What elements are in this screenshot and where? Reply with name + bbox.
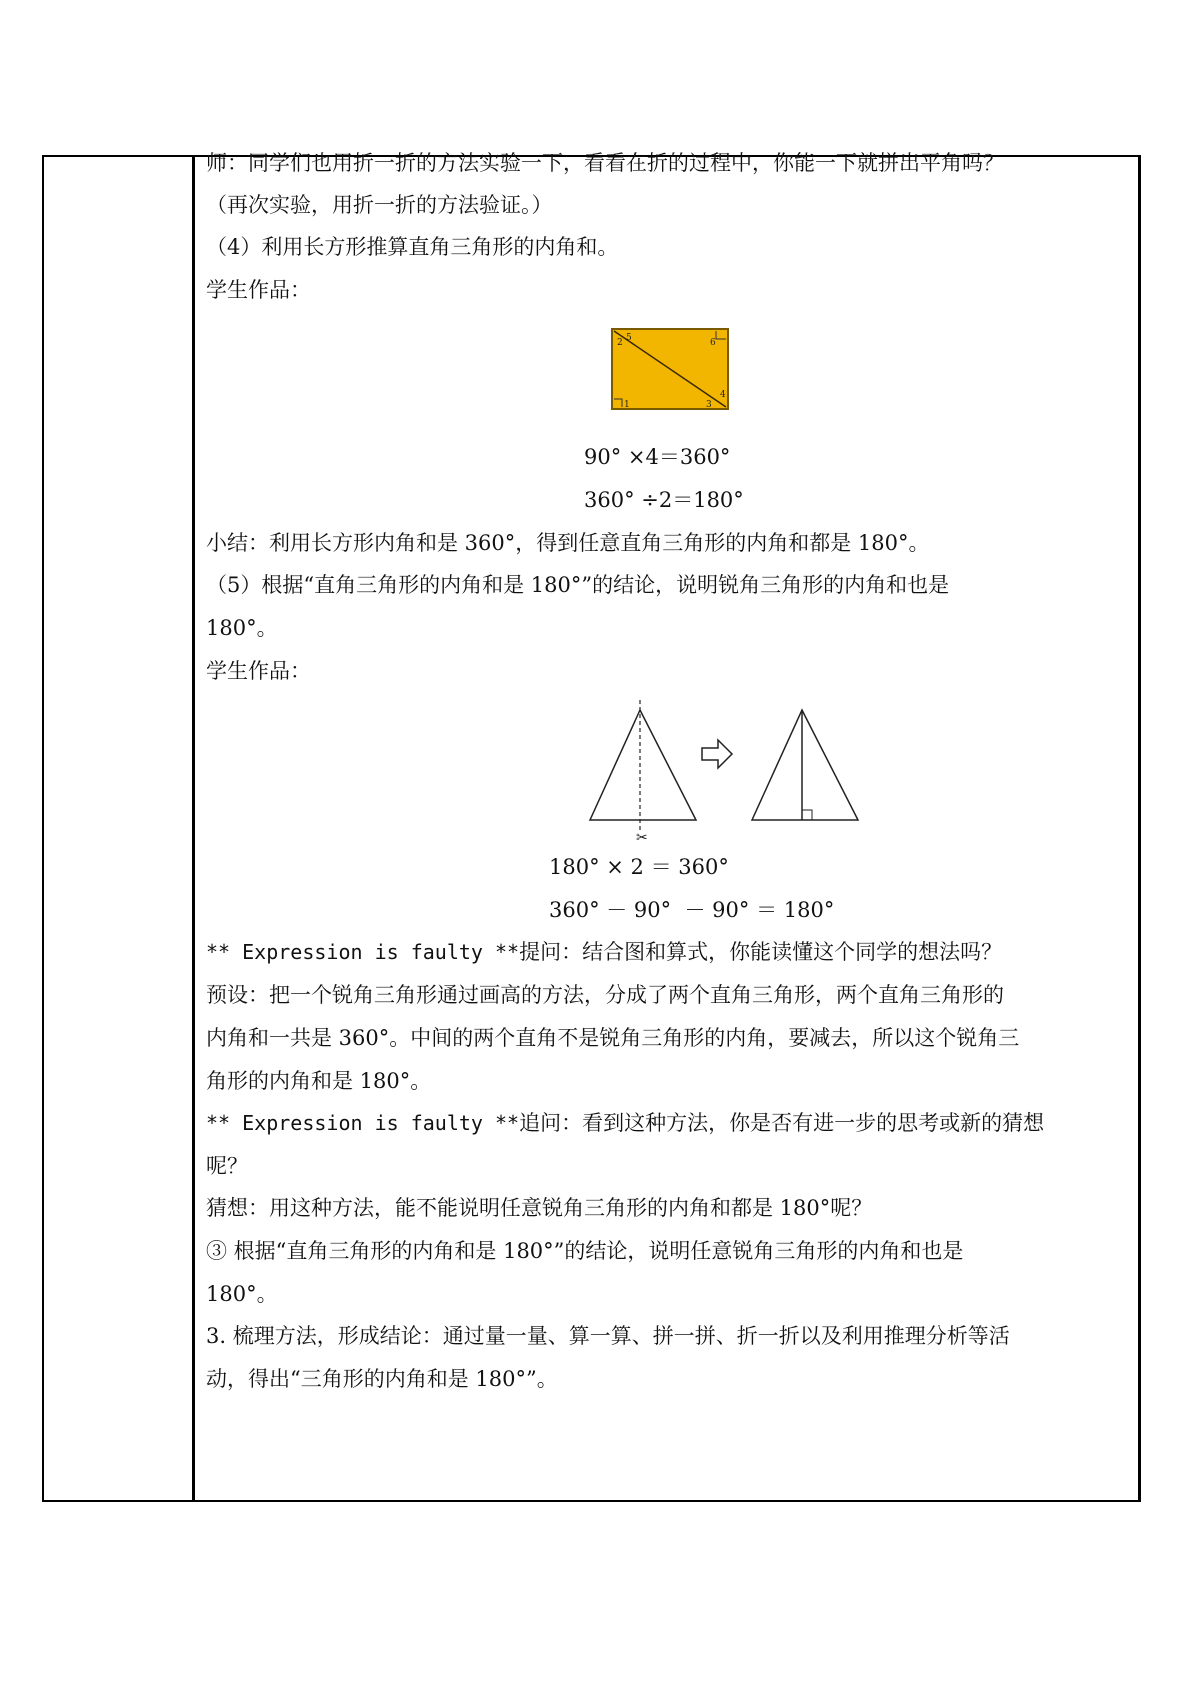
- angle-label: 3: [706, 400, 712, 410]
- scissors-icon: ✂: [636, 830, 648, 845]
- text-line: 学生作品：: [206, 278, 311, 302]
- formula: 90° ×4＝360°: [584, 445, 731, 469]
- text-line: [206, 937, 1002, 967]
- column-divider: [192, 157, 195, 1500]
- text-line-rest: 追问：看到这种方法，你是否有进一步的思考或新的猜想: [519, 1111, 1045, 1135]
- text-line: ③ 根据“直角三角形的内角和是 180°”的结论，说明任意锐角三角形的内角和也是: [206, 1239, 964, 1263]
- text-line: （5）根据“直角三角形的内角和是 180°”的结论，说明锐角三角形的内角和也是: [206, 573, 950, 597]
- text-line: 师：同学们也用折一折的方法实验一下，看看在折的过程中，你能一下就拼出平角吗？: [206, 151, 1004, 175]
- text-line-rest: 提问：结合图和算式，你能读懂这个同学的想法吗？: [519, 940, 1003, 964]
- text-line: （4）利用长方形推算直角三角形的内角和。: [206, 235, 619, 259]
- angle-label: 4: [720, 390, 726, 400]
- angle-label: 1: [624, 400, 630, 410]
- text-line: （再次实验，用折一折的方法验证。）: [206, 193, 553, 217]
- rectangle-figure: [610, 327, 732, 417]
- acute-triangle: [590, 710, 696, 820]
- arrow-right-icon: [702, 740, 732, 768]
- text-line: 动，得出“三角形的内角和是 180°”。: [206, 1367, 558, 1391]
- text-line: 呢？: [206, 1154, 248, 1178]
- right-angle-mark: [802, 810, 812, 820]
- split-triangle: [752, 710, 858, 820]
- angle-label: 6: [710, 338, 716, 348]
- text-line: 小结：利用长方形内角和是 360°，得到任意直角三角形的内角和都是 180°。: [206, 531, 930, 555]
- text-line: 预设：把一个锐角三角形通过画高的方法，分成了两个直角三角形，两个直角三角形的: [206, 983, 1004, 1007]
- text-line: 3. 梳理方法，形成结论：通过量一量、算一算、拼一拼、折一折以及利用推理分析等活: [206, 1324, 1010, 1348]
- angle-label: 5: [626, 333, 632, 343]
- error-prefix: ** Expression is faulty **: [206, 1111, 520, 1135]
- formula: 360° ÷2＝180°: [584, 488, 744, 512]
- text-line: 内角和一共是 360°。中间的两个直角不是锐角三角形的内角，要减去，所以这个锐角三: [206, 1026, 1020, 1050]
- text-line: [206, 1108, 1044, 1138]
- text-line: 180°。: [206, 1282, 278, 1306]
- lesson-table: [42, 151, 1141, 1502]
- formula: 360° － 90° － 90° ＝ 180°: [549, 898, 835, 922]
- angle-label: 2: [617, 338, 623, 348]
- text-line: 学生作品：: [206, 659, 311, 683]
- triangles-figure: [584, 700, 864, 849]
- text-line: 角形的内角和是 180°。: [206, 1069, 432, 1093]
- formula: 180° × 2 ＝ 360°: [549, 855, 729, 879]
- text-line: 180°。: [206, 616, 278, 640]
- error-prefix: ** Expression is faulty **: [206, 940, 520, 964]
- text-line: 猜想：用这种方法，能不能说明任意锐角三角形的内角和都是 180°呢？: [206, 1196, 873, 1220]
